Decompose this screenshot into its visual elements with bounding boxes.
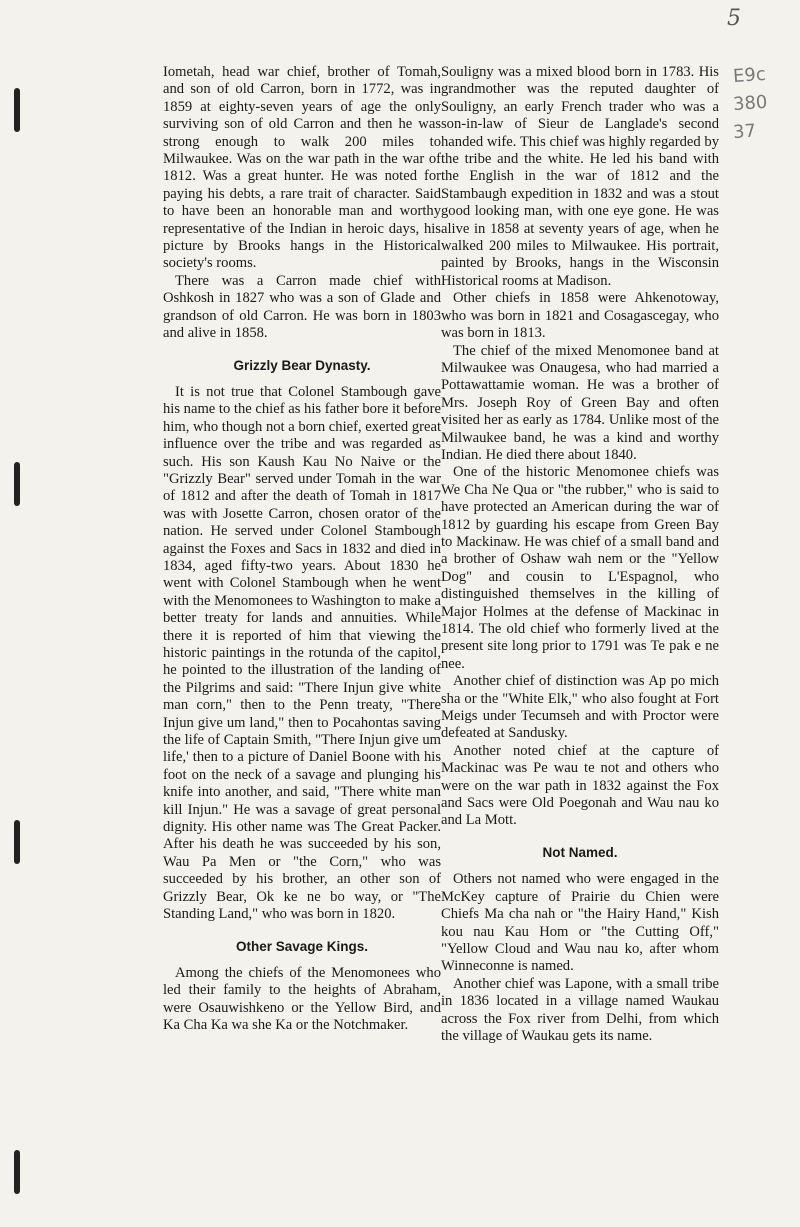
paragraph: Souligny was a mixed blood born in 1783. His grandmother was the reputed daughter of Souligny, an early French trader who was a son-in-law of Sieur de Langlade's second handed wife. This chief was highly regarded by the tribe and the white. He led his band with the English in the war of 1812 and the Stambaugh expedition in 1832 and was a stout good looking man, with one eye gone. He was alive in 1858 at seventy years of age, when he walked 200 miles to Milwaukee. His portrait, painted by Brooks, hangs in the Wisconsin Historical rooms at Madison. xyxy=(441,64,719,289)
paragraph: It is not true that Colonel Stambough gave his name to the chief as his father bore it before him, who though not a born chief, exerted great influence over the tribe and was regarded as such. His son Kaush Kau No Naive or the "Grizzly Bear" served under Tomah in the war of 1812 and after the death of Tomah in 1817 was with Josette Carron, chosen orator of the nation. He served under Colonel Stambough against the Foxes and Sacs in 1832 and died in 1834, aged fifty-two years. About 1830 he went with Colonel Stambough when he went with the Menomonees to Washington to make a better treaty for lands and annuities. While there it is reported of him that viewing the historic paintings in the rotunda of the capitol, he pointed to the illustration of the landing of the Pilgrims and said: "There Injun give white man corn," then to the Penn treaty, "There Injun give um land," then to Pocahontas saving the life of Captain Smith, "There Injun give um life,' then to a picture of Daniel Boone with his foot on the neck of a savage and plunging his knife into another, and said, "There white man kill Injun." He was a savage of great personal dignity. His other name was The Great Packer. After his death he was succeeded by his son, Wau Pa Men or "the Corn," who was succeeded by his brother, an other son of Grizzly Bear, Ok ke ne bo way, or "The Standing Land," who was born in 1820. xyxy=(163,383,442,923)
paragraph: Another noted chief at the capture of Mackinac was Pe wau te not and others who were on the war path in 1832 against the Fox and Sacs were Old Poegonah and Wau nau ko and La Mott. xyxy=(441,742,719,829)
paragraph: One of the historic Menomonee chiefs was We Cha Ne Qua or "the rubber," who is said to have protected an American during the war of 1812 by guarding his escape from Green Bay to Mackinaw. He was chief of a small band and a brother of Oshaw wah nem or the "Yellow Dog" and cousin to L'Espagnol, who distinguished themselves in the killing of Major Holmes at the defense of Mackinac in 1814. The old chief who formerly lived at the present site long prior to 1791 was Te pak e ne nee. xyxy=(441,464,719,672)
paragraph: The chief of the mixed Menomonee band at Milwaukee was Onaugesa, who had married a Pottawattamie woman. He was a brother of Mrs. Joseph Roy of Green Bay and often visited her as early as 1784. Unlike most of the Milwaukee band, he was a kind and worthy Indian. He died there about 1840. xyxy=(441,342,719,463)
binding-mark xyxy=(14,1150,20,1194)
binding-mark xyxy=(14,88,20,132)
page-number: 5 xyxy=(727,6,741,31)
margin-note: 37 xyxy=(732,120,757,144)
section-heading: Not Named. xyxy=(542,844,618,860)
right-column xyxy=(441,64,719,1045)
paragraph: Another chief of distinction was Ap po mich sha or the "White Elk," who also fought at Fort Meigs under Tecumseh and with Proctor were defeated at Sandusky. xyxy=(441,673,719,742)
paragraph: Iometah, head war chief, brother of Tomah, and son of old Carron, born in 1772, was in 1859 at eighty-seven years of age the only surviving son of old Carron and then he was strong enough to walk 200 miles to Milwaukee. Was on the war path in the war of 1812. Was a great hunter. He was noted for paying his debts, a rare trait of character. Said to have been an honorable man and worthy representative of the Indian in heroic days, his picture by Brooks hangs in the Historical society's rooms. xyxy=(163,64,441,272)
binding-mark xyxy=(14,462,20,506)
paragraph: There was a Carron made chief with Oshkosh in 1827 who was a son of Glade and grandson of old Carron. He was born in 1803 and alive in 1858. xyxy=(163,272,441,342)
margin-note: 380 xyxy=(732,91,769,116)
paragraph: Among the chiefs of the Menomonees who led their family to the heights of Abraham, were Osauwishkeno or the Yellow Bird, and Ka Cha Ka wa she Ka or the Notchmaker. xyxy=(163,964,441,1034)
margin-note: E9c xyxy=(732,63,767,88)
binding-mark xyxy=(14,820,20,864)
paragraph: Other chiefs in 1858 were Ahkenotoway, who was born in 1821 and Cosagascegay, who was born in 1813. xyxy=(441,290,719,342)
section-heading: Other Savage Kings. xyxy=(235,938,369,954)
section-heading: Grizzly Bear Dynasty. xyxy=(233,357,371,373)
paragraph: Another chief was Lapone, with a small tribe in 1836 located in a village named Waukau across the Fox river from Delhi, from which the village of Waukau gets its name. xyxy=(441,975,719,1044)
left-column xyxy=(163,64,441,1035)
paragraph: Others not named who were engaged in the McKey capture of Prairie du Chien were Chiefs Ma cha nah or "the Hairy Hand," Kish kou nau Kau Hom or "the Cutting Off," "Yellow Cloud and Wau nau ko, after whom Winneconne is named. xyxy=(441,871,719,975)
